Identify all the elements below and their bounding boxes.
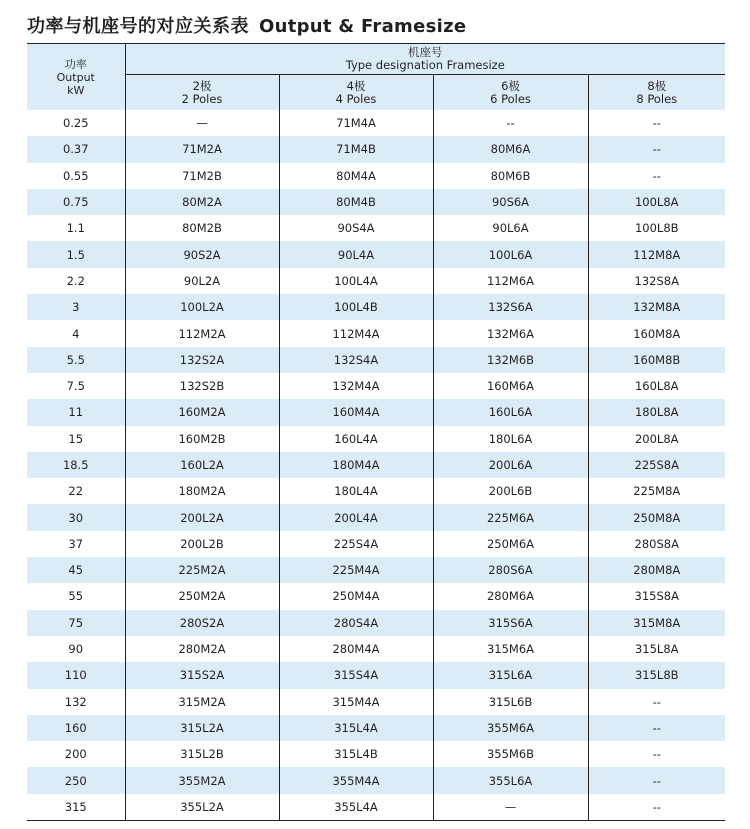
output-cell: 1.5 bbox=[27, 241, 125, 267]
table-row bbox=[27, 136, 725, 162]
poles-4-cell: 225S4A bbox=[279, 531, 433, 557]
output-cell: 11 bbox=[27, 399, 125, 425]
poles-2-cell: 160L2A bbox=[125, 452, 279, 478]
table-row bbox=[27, 399, 725, 425]
table-row bbox=[27, 163, 725, 189]
framesize-header-cn: 机座号 bbox=[408, 45, 443, 60]
poles-2-cell: 225M2A bbox=[125, 557, 279, 583]
poles-4-cn: 4极 bbox=[346, 78, 366, 93]
table-row bbox=[27, 426, 725, 452]
table-row bbox=[27, 662, 725, 688]
poles-4-cell: 315S4A bbox=[279, 662, 433, 688]
poles-4-cell: 160M4A bbox=[279, 399, 433, 425]
poles-4-cell: 100L4A bbox=[279, 268, 433, 294]
poles-2-cell: 80M2B bbox=[125, 215, 279, 241]
poles-6-cell: -- bbox=[433, 110, 588, 136]
poles-4-cell: 71M4A bbox=[279, 110, 433, 136]
poles-4-cell: 280M4A bbox=[279, 636, 433, 662]
poles-2-cell: 315L2A bbox=[125, 715, 279, 741]
table-row bbox=[27, 320, 725, 346]
table-row bbox=[27, 215, 725, 241]
poles-6-cell: 200L6A bbox=[433, 452, 588, 478]
output-header-unit: kW bbox=[67, 83, 85, 97]
poles-6-cell: 112M6A bbox=[433, 268, 588, 294]
output-cell: 0.37 bbox=[27, 136, 125, 162]
poles-6-header bbox=[433, 75, 588, 110]
output-cell: 18.5 bbox=[27, 452, 125, 478]
poles-2-en: 2 Poles bbox=[181, 91, 223, 106]
output-cell: 90 bbox=[27, 636, 125, 662]
poles-4-cell: 80M4A bbox=[279, 163, 433, 189]
poles-6-cell: 250M6A bbox=[433, 531, 588, 557]
poles-6-cell: 315L6B bbox=[433, 689, 588, 715]
poles-8-cell: 112M8A bbox=[588, 241, 725, 267]
poles-2-cell: 132S2A bbox=[125, 347, 279, 373]
poles-4-en: 4 Poles bbox=[335, 91, 377, 106]
poles-2-cell: 71M2B bbox=[125, 163, 279, 189]
poles-8-cell: -- bbox=[652, 799, 661, 814]
poles-6-cell: 355M6B bbox=[433, 741, 588, 767]
poles-8-cell: -- bbox=[588, 767, 725, 793]
poles-2-cell: 90S2A bbox=[125, 241, 279, 267]
poles-6-cell: 280M6A bbox=[433, 583, 588, 609]
poles-8-cell: 315S8A bbox=[634, 589, 679, 604]
poles-6-cell: 80M6B bbox=[433, 163, 588, 189]
framesize-header-en: Type designation Framesize bbox=[345, 58, 505, 73]
poles-6-cell: 280S6A bbox=[433, 557, 588, 583]
poles-6-cell: 80M6A bbox=[433, 136, 588, 162]
table-row bbox=[27, 610, 725, 636]
poles-8-cell: 160M8A bbox=[633, 326, 681, 341]
poles-2-header bbox=[125, 75, 279, 110]
table-row bbox=[27, 557, 725, 583]
poles-8-cell: 225M8A bbox=[633, 484, 681, 499]
poles-6-cell: 200L6B bbox=[433, 478, 588, 504]
poles-6-cell: 132M6B bbox=[433, 347, 588, 373]
poles-4-cell: 160L4A bbox=[279, 426, 433, 452]
output-header-en: Output bbox=[56, 70, 95, 84]
poles-4-cell: 71M4B bbox=[279, 136, 433, 162]
poles-2-cell: 315L2B bbox=[125, 741, 279, 767]
poles-8-cell: 100L8A bbox=[588, 189, 725, 215]
output-cell: 30 bbox=[27, 504, 125, 530]
poles-2-cell: 315S2A bbox=[125, 662, 279, 688]
output-cell: 0.25 bbox=[27, 110, 125, 136]
poles-8-cell: -- bbox=[652, 694, 661, 709]
table-row bbox=[27, 294, 725, 320]
poles-2-cell: 112M2A bbox=[125, 320, 279, 346]
poles-4-cell: 132M4A bbox=[279, 373, 433, 399]
poles-2-cell: 315M2A bbox=[125, 689, 279, 715]
framesize-group-header bbox=[125, 44, 725, 75]
poles-8-cell: 180L8A bbox=[588, 399, 725, 425]
output-header-cn: 功率 bbox=[64, 57, 87, 71]
poles-8-cell: -- bbox=[652, 747, 661, 762]
poles-8-cell: -- bbox=[652, 168, 661, 183]
output-cell: 200 bbox=[27, 741, 125, 767]
table-row bbox=[27, 347, 725, 373]
poles-8-cell: 200L8A bbox=[634, 431, 679, 446]
table-row bbox=[27, 636, 725, 662]
title-cn: 功率与机座号的对应关系表 bbox=[27, 16, 249, 37]
poles-4-cell: 132S4A bbox=[279, 347, 433, 373]
output-cell: 55 bbox=[27, 583, 125, 609]
table-row bbox=[27, 478, 725, 504]
poles-4-cell: 355L4A bbox=[279, 794, 433, 821]
page-title bbox=[27, 12, 466, 38]
poles-6-cell: 355L6A bbox=[433, 767, 588, 793]
poles-6-cell: 90S6A bbox=[433, 189, 588, 215]
output-cell: 110 bbox=[27, 662, 125, 688]
poles-8-cell: -- bbox=[588, 715, 725, 741]
poles-6-en: 6 Poles bbox=[490, 91, 531, 106]
poles-2-cell: 200L2A bbox=[125, 504, 279, 530]
poles-8-cell: -- bbox=[588, 136, 725, 162]
poles-8-cell: 280S8A bbox=[634, 536, 679, 551]
poles-8-cell: 315M8A bbox=[588, 610, 725, 636]
poles-8-cn: 8极 bbox=[647, 78, 667, 93]
poles-4-cell: 180L4A bbox=[279, 478, 433, 504]
output-cell: 3 bbox=[27, 294, 125, 320]
poles-8-cell: -- bbox=[652, 116, 661, 131]
poles-2-cell: 160M2B bbox=[125, 426, 279, 452]
poles-2-cn: 2极 bbox=[192, 78, 212, 93]
poles-8-cell: 160M8B bbox=[588, 347, 725, 373]
poles-2-cell: 250M2A bbox=[125, 583, 279, 609]
poles-2-cell: 80M2A bbox=[125, 189, 279, 215]
poles-2-cell: — bbox=[125, 110, 279, 136]
output-cell: 250 bbox=[27, 767, 125, 793]
poles-6-cell: 132M6A bbox=[433, 320, 588, 346]
poles-8-header bbox=[588, 75, 725, 110]
poles-4-cell: 355M4A bbox=[279, 767, 433, 793]
poles-2-cell: 280S2A bbox=[125, 610, 279, 636]
table-row bbox=[27, 373, 725, 399]
table-row bbox=[27, 741, 725, 767]
output-cell: 132 bbox=[27, 689, 125, 715]
table-row bbox=[27, 110, 725, 136]
poles-8-cell: 132S8A bbox=[634, 273, 679, 288]
poles-6-cell: 100L6A bbox=[433, 241, 588, 267]
poles-4-cell: 80M4B bbox=[279, 189, 433, 215]
output-framesize-table bbox=[27, 43, 725, 821]
output-cell: 75 bbox=[27, 610, 125, 636]
poles-4-header bbox=[279, 75, 433, 110]
output-cell: 160 bbox=[27, 715, 125, 741]
poles-6-cell: 160M6A bbox=[433, 373, 588, 399]
poles-4-cell: 315L4A bbox=[279, 715, 433, 741]
poles-4-cell: 250M4A bbox=[279, 583, 433, 609]
poles-4-cell: 200L4A bbox=[279, 504, 433, 530]
poles-8-en: 8 Poles bbox=[636, 91, 678, 106]
poles-6-cell: 180L6A bbox=[433, 426, 588, 452]
output-cell: 0.75 bbox=[27, 189, 125, 215]
poles-6-cell: 160L6A bbox=[433, 399, 588, 425]
poles-6-cell: — bbox=[433, 794, 588, 821]
poles-4-cell: 225M4A bbox=[279, 557, 433, 583]
poles-8-cell: 100L8B bbox=[634, 221, 679, 236]
poles-8-cell: 250M8A bbox=[588, 504, 725, 530]
output-cell: 4 bbox=[27, 320, 125, 346]
table-header bbox=[27, 44, 725, 111]
output-cell: 22 bbox=[27, 478, 125, 504]
output-cell: 5.5 bbox=[27, 347, 125, 373]
poles-6-cn: 6极 bbox=[501, 78, 520, 93]
poles-6-cell: 315L6A bbox=[433, 662, 588, 688]
poles-2-cell: 355M2A bbox=[125, 767, 279, 793]
table-body bbox=[27, 110, 725, 821]
poles-6-cell: 132S6A bbox=[433, 294, 588, 320]
table-row bbox=[27, 583, 725, 609]
poles-8-cell: 315L8A bbox=[634, 642, 679, 657]
poles-8-cell: 280M8A bbox=[588, 557, 725, 583]
poles-2-cell: 100L2A bbox=[125, 294, 279, 320]
poles-6-cell: 315M6A bbox=[433, 636, 588, 662]
output-cell: 2.2 bbox=[27, 268, 125, 294]
output-cell: 45 bbox=[27, 557, 125, 583]
table-row bbox=[27, 767, 725, 793]
poles-8-cell: 315L8B bbox=[588, 662, 725, 688]
title-en: Output & Framesize bbox=[259, 16, 467, 37]
poles-4-cell: 315M4A bbox=[279, 689, 433, 715]
poles-2-cell: 180M2A bbox=[125, 478, 279, 504]
poles-6-cell: 225M6A bbox=[433, 504, 588, 530]
table-row bbox=[27, 689, 725, 715]
poles-8-cell: 225S8A bbox=[588, 452, 725, 478]
poles-4-cell: 100L4B bbox=[279, 294, 433, 320]
table-row bbox=[27, 715, 725, 741]
table-row bbox=[27, 268, 725, 294]
poles-4-cell: 90L4A bbox=[279, 241, 433, 267]
output-cell: 7.5 bbox=[27, 373, 125, 399]
poles-4-cell: 180M4A bbox=[279, 452, 433, 478]
table-row bbox=[27, 794, 725, 821]
poles-4-cell: 112M4A bbox=[279, 320, 433, 346]
poles-4-cell: 315L4B bbox=[279, 741, 433, 767]
table-row bbox=[27, 504, 725, 530]
poles-8-cell: 160L8A bbox=[634, 379, 679, 394]
output-cell: 315 bbox=[27, 794, 125, 821]
output-cell: 15 bbox=[27, 426, 125, 452]
output-cell: 0.55 bbox=[27, 163, 125, 189]
poles-8-cell: 132M8A bbox=[588, 294, 725, 320]
poles-2-cell: 200L2B bbox=[125, 531, 279, 557]
poles-6-cell: 90L6A bbox=[433, 215, 588, 241]
poles-2-cell: 280M2A bbox=[125, 636, 279, 662]
poles-2-cell: 132S2B bbox=[125, 373, 279, 399]
poles-2-cell: 160M2A bbox=[125, 399, 279, 425]
table-row bbox=[27, 531, 725, 557]
poles-2-cell: 90L2A bbox=[125, 268, 279, 294]
poles-6-cell: 315S6A bbox=[433, 610, 588, 636]
output-cell: 37 bbox=[27, 531, 125, 557]
output-cell: 1.1 bbox=[27, 215, 125, 241]
poles-4-cell: 280S4A bbox=[279, 610, 433, 636]
table-row bbox=[27, 241, 725, 267]
table-row bbox=[27, 189, 725, 215]
poles-4-cell: 90S4A bbox=[279, 215, 433, 241]
poles-2-cell: 71M2A bbox=[125, 136, 279, 162]
table-row bbox=[27, 452, 725, 478]
poles-2-cell: 355L2A bbox=[125, 794, 279, 821]
output-column-header bbox=[27, 44, 125, 111]
poles-6-cell: 355M6A bbox=[433, 715, 588, 741]
